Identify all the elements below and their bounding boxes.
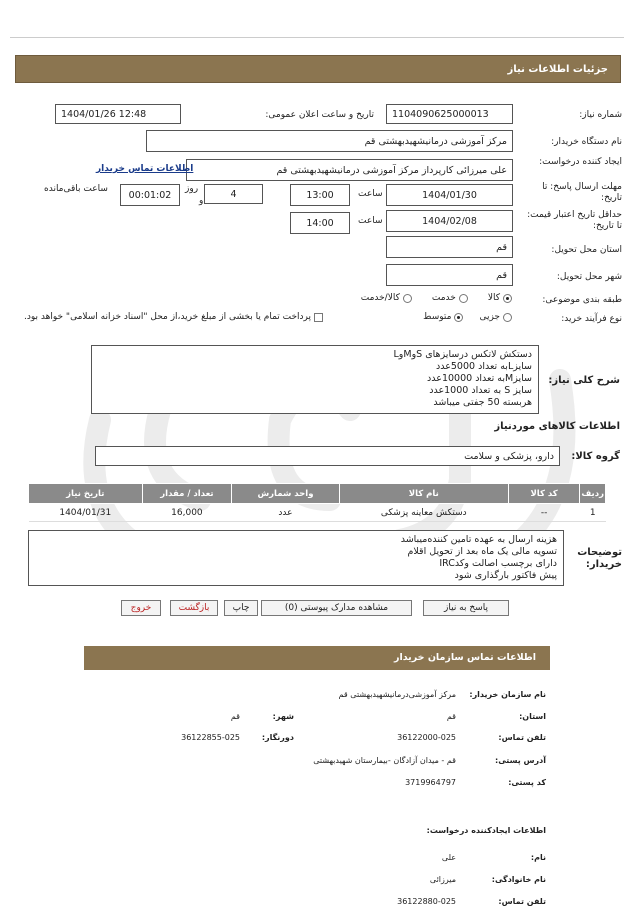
day-label: روز (185, 184, 199, 194)
print-button[interactable]: چاپ (224, 600, 258, 616)
contact-postal-label: کد پستی: (508, 778, 546, 787)
announce-date-label: تاریخ و ساعت اعلان عمومی: (265, 110, 374, 120)
creator-phone-value: 36122880-025 (397, 897, 456, 906)
creator-info-title: اطلاعات ایجادکننده درخواست: (426, 826, 546, 835)
buyer-note-line: پیش فاکتور بارگذاری شود (454, 570, 557, 581)
treasury-payment-option[interactable]: پرداخت تمام یا بخشی از مبلغ خرید،از محل "اسناد خزانه اسلامی" خواهد بود. (24, 312, 323, 322)
contact-section-title: اطلاعات تماس سازمان خریدار (84, 646, 550, 670)
col-unit: واحد شمارش (232, 484, 340, 504)
buyer-notes-label: توضیحات خریدار: (577, 547, 622, 570)
attachments-button[interactable]: مشاهده مدارک پیوستی (0) (261, 600, 412, 616)
province-label: استان محل تحویل: (551, 245, 622, 255)
goods-section-title: اطلاعات کالاهای موردنیاز (494, 421, 620, 432)
contact-address-value: قم - میدان آزادگان -بیمارستان شهیدبهشتی (313, 756, 456, 765)
creator-phone-label: تلفن تماس: (498, 897, 546, 906)
reply-button[interactable]: پاسخ به نیاز (423, 600, 509, 616)
cell-unit: عدد (232, 504, 340, 522)
contact-org-value: مرکز آموزشی‌درمانیشهیدبهشتی قم (338, 690, 456, 699)
validity-time-label: ساعت (358, 216, 383, 226)
table-row (29, 504, 606, 522)
contact-city-label: شهر: (272, 712, 294, 721)
goods-table (28, 483, 606, 522)
checkbox-icon (314, 313, 323, 322)
goods-table-header (29, 484, 606, 504)
cell-date: 1404/01/31 (29, 504, 143, 522)
cell-row: 1 (580, 504, 606, 522)
description-line: دستکش لاتکس درسایزهای SوMوL (393, 349, 532, 360)
buyer-contact-link[interactable]: اطلاعات تماس خریدار (96, 164, 194, 174)
province-field: قم (386, 236, 513, 258)
description-box (91, 345, 539, 414)
buyer-note-line: دارای برچسب اصالت وکدIRC (439, 558, 557, 569)
creator-first-name-value: علی (441, 853, 456, 862)
col-date: تاریخ نیاز (29, 484, 143, 504)
col-name: نام کالا (339, 484, 508, 504)
description-line: هربسته 50 جفتی میباشد (433, 397, 532, 408)
creator-label: ایجاد کننده درخواست: (539, 157, 622, 167)
cell-qty: 16,000 (142, 504, 232, 522)
process-medium-option[interactable]: متوسط (423, 312, 463, 322)
radio-icon (403, 294, 412, 303)
reply-date-field: 1404/01/30 (386, 184, 513, 206)
description-line: سایزLبه تعداد 5000عدد (436, 361, 532, 372)
process-type-label: نوع فرآیند خرید: (561, 314, 622, 324)
reply-time-field: 13:00 (290, 184, 350, 206)
city-field: قم (386, 264, 513, 286)
contact-province-value: قم (446, 712, 456, 721)
buyer-note-line: هزینه ارسال به عهده تامین کننده‌میباشد (400, 534, 557, 545)
creator-field: علی میرزائی کارپرداز مرکز آموزشی درمانیشهیدبهشتی قم (186, 159, 513, 181)
col-row: ردیف (580, 484, 606, 504)
page-title: جزئیات اطلاعات نیاز (15, 55, 621, 83)
radio-selected-icon (503, 294, 512, 303)
exit-button[interactable]: خروج (121, 600, 161, 616)
validity-date-field: 1404/02/08 (386, 210, 513, 232)
and-label: و (199, 196, 204, 206)
description-label: شرح کلی نیاز: (548, 375, 620, 386)
col-qty: تعداد / مقدار (142, 484, 232, 504)
category-both-option[interactable]: کالا/خدمت (361, 293, 412, 303)
goods-group-field: دارو، پزشکی و سلامت (95, 446, 560, 466)
need-number-label: شماره نیاز: (579, 110, 622, 120)
description-line: سایزMبه تعداد 10000عدد (427, 373, 532, 384)
contact-city-value: قم (230, 712, 240, 721)
category-label: طبقه بندی موضوعی: (542, 295, 622, 305)
contact-fax-label: دورنگار: (261, 733, 294, 742)
radio-icon (503, 313, 512, 322)
days-remaining-field: 4 (204, 184, 263, 204)
remaining-time-label: ساعت باقی‌مانده (44, 184, 108, 194)
buyer-org-field: مرکز آموزشی درمانیشهیدبهشتی قم (146, 130, 513, 152)
reply-time-label: ساعت (358, 189, 383, 199)
contact-address-label: آدرس پستی: (495, 756, 546, 765)
cell-code: -- (508, 504, 580, 522)
contact-phone-label: تلفن تماس: (498, 733, 546, 742)
city-label: شهر محل تحویل: (556, 272, 622, 282)
contact-org-label: نام سازمان خریدار: (469, 690, 546, 699)
description-line: سایز S به تعداد 1000عدد (429, 385, 532, 396)
creator-last-name-value: میرزائی (429, 875, 456, 884)
col-code: کد کالا (508, 484, 580, 504)
contact-province-label: استان: (519, 712, 546, 721)
category-service-option[interactable]: خدمت (432, 293, 468, 303)
creator-first-name-label: نام: (530, 853, 546, 862)
category-goods-option[interactable]: کالا (488, 293, 512, 303)
reply-deadline-label: مهلت ارسال پاسخ: تا تاریخ: (542, 182, 622, 203)
buyer-notes-box (28, 530, 564, 586)
contact-phone-value: 36122000-025 (397, 733, 456, 742)
goods-group-label: گروه کالا: (571, 451, 620, 462)
radio-selected-icon (454, 313, 463, 322)
contact-fax-value: 36122855-025 (181, 733, 240, 742)
validity-time-field: 14:00 (290, 212, 350, 234)
buyer-org-label: نام دستگاه خریدار: (551, 137, 622, 147)
remaining-time-field: 00:01:02 (120, 184, 180, 206)
cell-name: دستکش معاینه پزشکی (339, 504, 508, 522)
need-number-field: 1104090625000013 (386, 104, 513, 124)
creator-last-name-label: نام خانوادگی: (491, 875, 546, 884)
process-minor-option[interactable]: جزیی (479, 312, 512, 322)
radio-icon (459, 294, 468, 303)
top-divider (10, 37, 624, 38)
announce-date-field: 1404/01/26 12:48 (55, 104, 181, 124)
contact-postal-value: 3719964797 (405, 778, 456, 787)
back-button[interactable]: بازگشت (170, 600, 218, 616)
buyer-note-line: تسویه مالی یک ماه بعد از تحویل اقلام (407, 546, 557, 557)
validity-label: حداقل تاریخ اعتبار قیمت: تا تاریخ: (527, 210, 622, 231)
